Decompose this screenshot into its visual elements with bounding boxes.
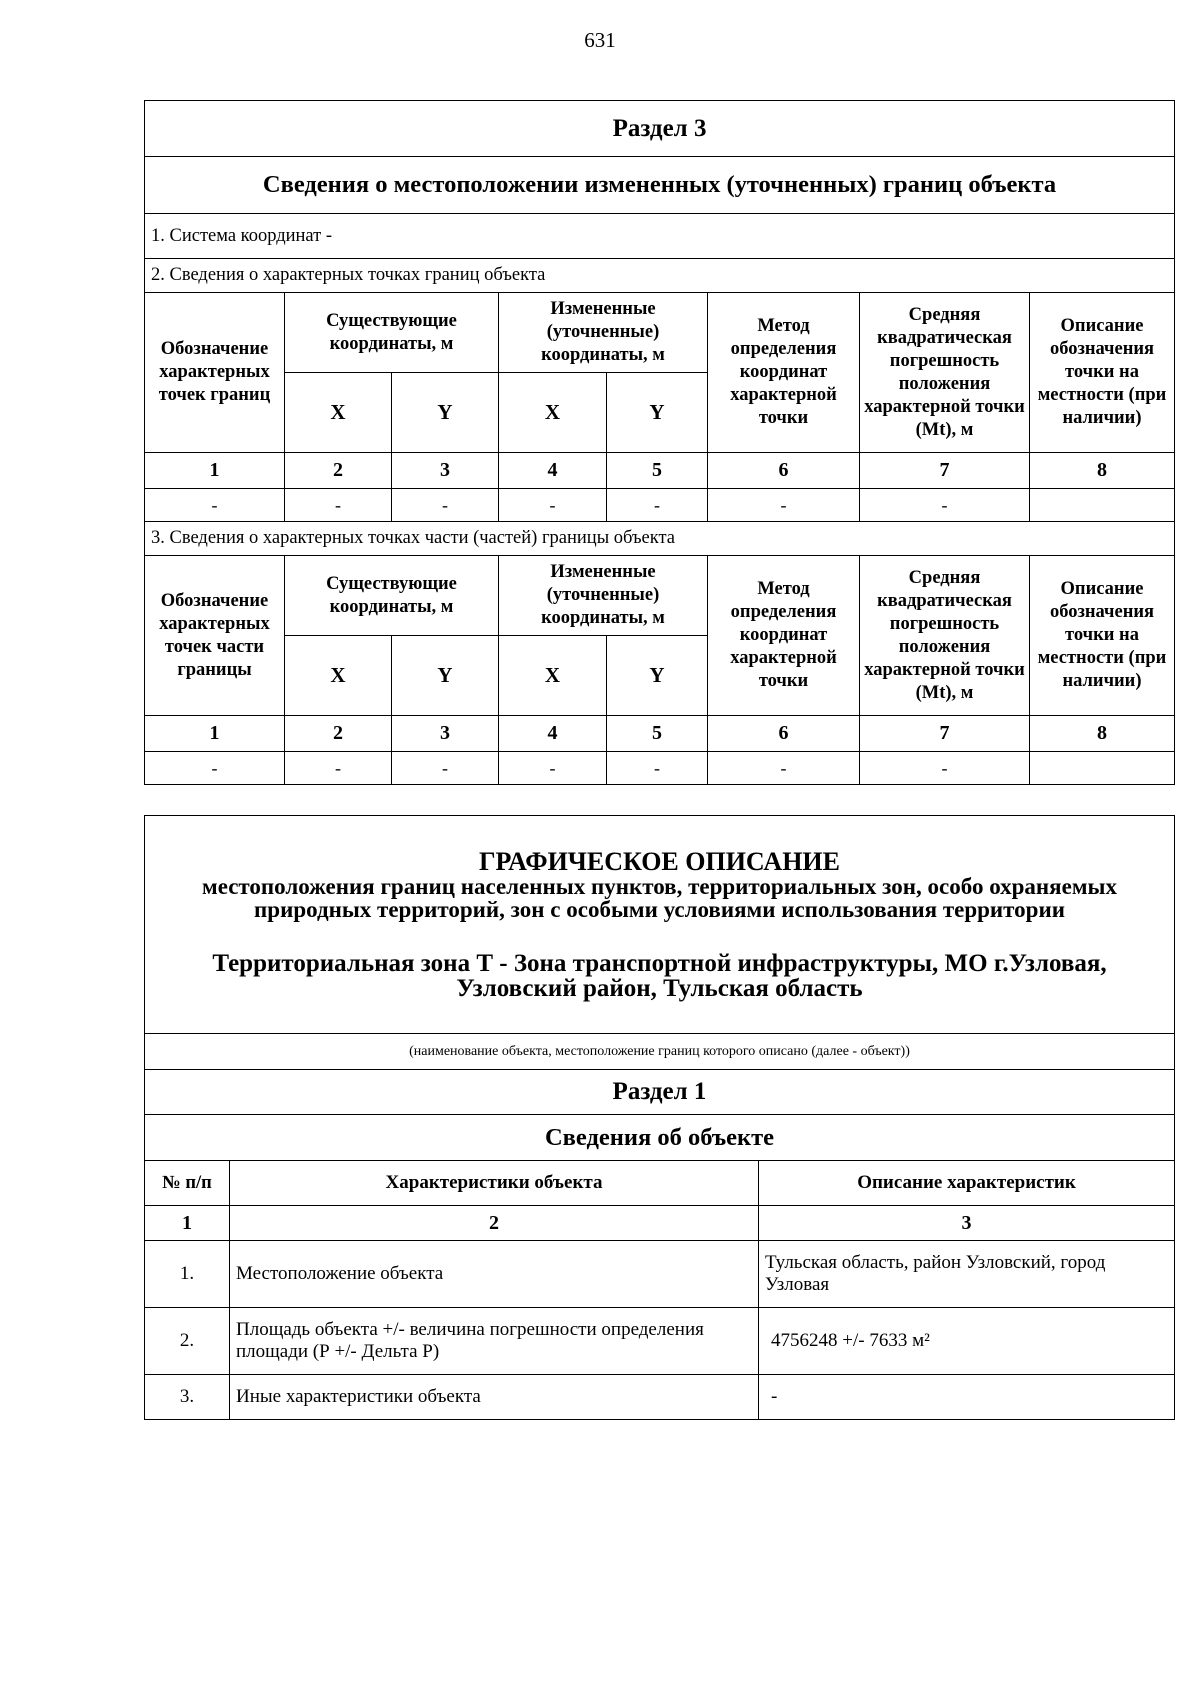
row-characteristic: Иные характеристики объекта — [230, 1375, 759, 1420]
section1-title: Раздел 1 — [145, 1070, 1175, 1115]
table-cell — [1030, 752, 1175, 785]
object-name: Территориальная зона Т - Зона транспортной инфраструктуры, МО г.Узловая, Узловский район, Тульская область — [212, 949, 1107, 1002]
header-method: Метод определения координат характерной точки — [708, 556, 860, 716]
row-number: 1. — [145, 1241, 230, 1308]
table-row — [145, 1308, 1175, 1375]
col-number: 1 — [145, 1206, 230, 1241]
col-number: 1 — [145, 453, 285, 489]
graphic-title: ГРАФИЧЕСКОЕ ОПИСАНИЕ — [479, 846, 840, 876]
column-numbers-row — [145, 453, 1175, 489]
header-characteristic: Характеристики объекта — [230, 1161, 759, 1206]
header-x-changed: X — [499, 373, 607, 453]
header-y-existing: Y — [392, 373, 499, 453]
table-cell: - — [607, 489, 708, 522]
table-row — [145, 489, 1175, 522]
section3-subtitle: Сведения о местоположении измененных (уточненных) границ объекта — [145, 157, 1175, 214]
table-cell: - — [285, 489, 392, 522]
header-error: Средняя квадратическая погрешность положения характерной точки (Mt), м — [860, 556, 1030, 716]
graphic-description-table — [144, 815, 1175, 1420]
table-row — [145, 752, 1175, 785]
header-x-changed: X — [499, 636, 607, 716]
col-number: 8 — [1030, 453, 1175, 489]
col-number: 1 — [145, 716, 285, 752]
col-number: 8 — [1030, 716, 1175, 752]
col-number: 6 — [708, 453, 860, 489]
row-number: 3. — [145, 1375, 230, 1420]
header-y-changed: Y — [607, 373, 708, 453]
header-method: Метод определения координат характерной точки — [708, 293, 860, 453]
table-cell: - — [708, 489, 860, 522]
table-cell: - — [708, 752, 860, 785]
col-number: 7 — [860, 453, 1030, 489]
graphic-subtitle: местоположения границ населенных пунктов, территориальных зон, особо охраняемых природных территорий, зон с особыми условиями использования территории — [202, 873, 1117, 922]
table-cell: - — [392, 489, 499, 522]
table-row — [145, 1241, 1175, 1308]
col-number: 2 — [285, 453, 392, 489]
header-designation-part: Обозначение характерных точек части границы — [145, 556, 285, 716]
table-cell — [1030, 489, 1175, 522]
header-x-existing: X — [285, 373, 392, 453]
header-description: Описание обозначения точки на местности (при наличии) — [1030, 556, 1175, 716]
section1-subtitle: Сведения об объекте — [145, 1115, 1175, 1161]
column-numbers-row — [145, 716, 1175, 752]
table-cell: - — [145, 752, 285, 785]
table-cell: - — [860, 489, 1030, 522]
row-value: 4756248 +/- 7633 м² — [759, 1308, 1175, 1375]
table-row — [145, 1375, 1175, 1420]
col-number: 3 — [392, 716, 499, 752]
table-cell: - — [860, 752, 1030, 785]
graphic-header-cell — [145, 816, 1175, 1034]
header-error: Средняя квадратическая погрешность положения характерной точки (Mt), м — [860, 293, 1030, 453]
part-points-title: 3. Сведения о характерных точках части (частей) границы объекта — [145, 522, 1175, 556]
table-cell: - — [392, 752, 499, 785]
header-description: Описание характеристик — [759, 1161, 1175, 1206]
section3-table — [144, 100, 1175, 785]
row-value: Тульская область, район Узловский, город Узловая — [759, 1241, 1175, 1308]
table-cell: - — [607, 752, 708, 785]
col-number: 4 — [499, 453, 607, 489]
col-number: 3 — [759, 1206, 1175, 1241]
header-designation: Обозначение характерных точек границ — [145, 293, 285, 453]
column-numbers-row — [145, 1206, 1175, 1241]
table-cell: - — [145, 489, 285, 522]
table-cell: - — [499, 752, 607, 785]
row-value: - — [759, 1375, 1175, 1420]
row-characteristic: Площадь объекта +/- величина погрешности определения площади (Р +/- Дельта Р) — [230, 1308, 759, 1375]
col-number: 6 — [708, 716, 860, 752]
col-number: 5 — [607, 716, 708, 752]
header-y-existing: Y — [392, 636, 499, 716]
coord-system-line: 1. Система координат - — [145, 214, 1175, 259]
graphic-header-row — [145, 1161, 1175, 1206]
table-cell: - — [499, 489, 607, 522]
header-description: Описание обозначения точки на местности (при наличии) — [1030, 293, 1175, 453]
row-number: 2. — [145, 1308, 230, 1375]
header-num: № п/п — [145, 1161, 230, 1206]
header-changed-coords: Измененные (уточненные) координаты, м — [499, 293, 708, 373]
header-y-changed: Y — [607, 636, 708, 716]
col-number: 2 — [285, 716, 392, 752]
col-number: 3 — [392, 453, 499, 489]
col-number: 4 — [499, 716, 607, 752]
col-number: 7 — [860, 716, 1030, 752]
header-existing-coords: Существующие координаты, м — [285, 556, 499, 636]
page-number: 631 — [584, 28, 616, 52]
col-number: 2 — [230, 1206, 759, 1241]
header-changed-coords: Измененные (уточненные) координаты, м — [499, 556, 708, 636]
header-existing-coords: Существующие координаты, м — [285, 293, 499, 373]
object-name-note: (наименование объекта, местоположение границ которого описано (далее - объект)) — [145, 1034, 1175, 1070]
row-characteristic: Местоположение объекта — [230, 1241, 759, 1308]
col-number: 5 — [607, 453, 708, 489]
header-x-existing: X — [285, 636, 392, 716]
boundary-points-title: 2. Сведения о характерных точках границ объекта — [145, 259, 1175, 293]
table-cell: - — [285, 752, 392, 785]
section3-title: Раздел 3 — [145, 101, 1175, 157]
